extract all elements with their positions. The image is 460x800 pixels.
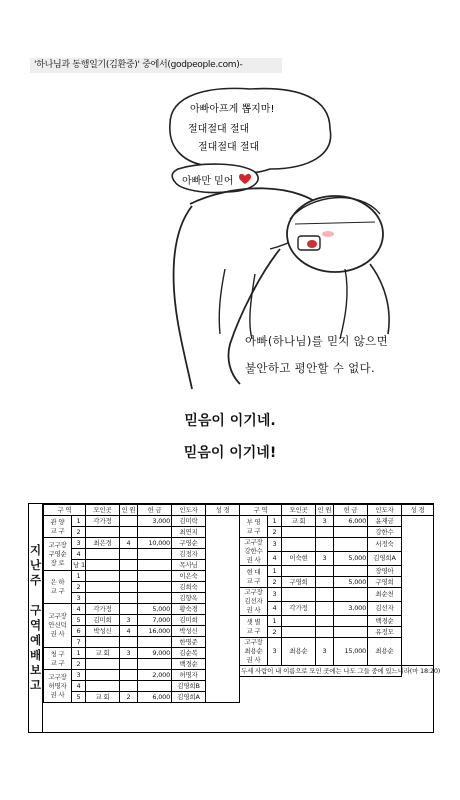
cell-count [316,588,334,602]
cell-number: 1 [268,616,282,627]
cell-place [86,527,120,538]
cell-number: 3 [268,538,282,552]
cell-count [316,566,334,577]
cell-place [86,637,120,648]
group-name: 고구장 최용순 권 사 [240,638,268,666]
cell-count [120,560,138,571]
cell-number: 3 [268,588,282,602]
report-title-char: 지 [29,543,42,557]
quote-line-2: 불안하고 평안할 수 없다. [245,361,375,375]
bubble1-line1: 아빠아프게 뽑지마! [190,104,275,115]
cell-place [86,659,120,670]
source-caption: '하나님과 동행일기(김환중)' 중에서(godpeople.com)- [30,58,282,73]
cell-count [316,538,334,552]
cell-count: 4 [120,538,138,549]
cell-leader: 김선자 [368,602,402,616]
cell-count: 3 [316,638,334,666]
cell-offering [138,560,172,571]
group-name: 고구장 안신덕 권 사 [44,604,72,648]
bible-verse: 두세 사람이 내 이름으로 모인 곳에는 나도 그들 중에 있느니라(마 18:20) [241,666,441,675]
cell-leader: 유정모 [368,627,402,638]
cell-place [282,616,316,627]
cell-place [86,593,120,604]
cell-number: 4 [72,681,86,692]
report-title-char [33,588,37,603]
cell-count [120,659,138,670]
cell-leader: 한명준 [172,637,206,648]
cell-number: 4 [72,604,86,615]
cell-place [86,681,120,692]
cell-offering [334,538,368,552]
cell-number: 1 [72,516,86,527]
quote-line-1: 아빠(하나님)를 믿지 않으면 [245,334,388,348]
column-header: 모인곳 [282,505,316,516]
cell-offering [334,527,368,538]
table-row [240,516,434,527]
group-name: 현 대 교 구 [240,566,268,588]
cell-number: 6 [72,626,86,637]
cell-number: 5 [72,615,86,626]
cell-place [282,527,316,538]
slogan-line-2: 믿음이 이기네! [183,445,277,461]
cell-number: 2 [268,577,282,588]
cell-offering: 2,000 [138,670,172,681]
cell-leader: 김영희A [368,552,402,566]
cell-group-report [28,503,441,733]
cell-offering [138,571,172,582]
cell-number: 1 [72,571,86,582]
cell-place: 이숙현 [282,552,316,566]
cell-place [282,588,316,602]
cell-offering: 10,000 [138,538,172,549]
cell-number: 1 [268,566,282,577]
cell-scripture [206,516,240,703]
cell-offering [138,659,172,670]
column-header: 성 경 [402,505,434,516]
cell-place: 각가정 [86,516,120,527]
group-name: 고구장 강한수 권 사 [240,538,268,566]
cell-leader: 황숙경 [172,604,206,615]
cell-offering: 5,000 [334,552,368,566]
cell-offering: 9,000 [138,648,172,659]
column-header: 구 역 [44,505,86,516]
table-header-row [240,505,434,516]
cell-leader: 김정자 [172,549,206,560]
cell-number: 4 [268,602,282,616]
cell-leader: 최용순 [368,638,402,666]
cell-place: 최용순 [282,638,316,666]
cell-number: 2 [72,582,86,593]
cell-offering [138,582,172,593]
cell-count [120,571,138,582]
cell-leader: 구영순 [172,538,206,549]
report-title-char: 역 [29,618,42,632]
cell-offering [138,681,172,692]
cell-leader: 김순복 [172,648,206,659]
group-name: 관 양 교 구 [44,516,72,538]
cell-leader: 최순천 [368,588,402,602]
cell-leader: 서정숙 [368,538,402,552]
table-header-row [44,505,240,516]
cell-place: 교 회 [86,692,120,703]
report-title-char: 구 [29,603,42,617]
cell-count [316,616,334,627]
column-header: 헌 금 [138,505,172,516]
cell-place: 각가정 [86,604,120,615]
cell-leader: 목사님 [172,560,206,571]
group-name: 샛 별 교 구 [240,616,268,638]
group-name: 고구장 허명자 권 사 [44,670,72,703]
cell-number: 3 [72,593,86,604]
cell-offering [334,588,368,602]
column-header: 모인곳 [86,505,120,516]
cell-offering: 3,000 [334,602,368,616]
cell-number: 2 [72,527,86,538]
cell-offering: 3,000 [138,516,172,527]
bubble1-line2: 절대절대 절대 [188,124,250,135]
cell-offering [138,549,172,560]
cell-number: 7 [72,637,86,648]
cell-count [316,602,334,616]
cell-offering: 6,000 [138,692,172,703]
cell-number: 3 [268,638,282,666]
cell-offering [334,566,368,577]
report-title-char: 주 [29,573,42,587]
table-row [44,516,240,527]
cell-place: 박성신 [86,626,120,637]
cell-leader: 백경순 [172,659,206,670]
cell-place: 교 회 [86,648,120,659]
cell-place [282,566,316,577]
cell-place: 김미희 [86,615,120,626]
column-header: 구 역 [240,505,282,516]
column-header: 인 원 [317,505,332,514]
cell-count [120,604,138,615]
cell-number: 4 [72,549,86,560]
cell-leader: 장영아 [368,566,402,577]
cell-leader: 김영희B [172,681,206,692]
cell-place: 각가정 [282,602,316,616]
report-table-left [43,504,240,703]
cell-offering: 7,000 [138,615,172,626]
bubble1-line3: 절대절대 절대 [198,142,260,153]
report-table-right [239,504,441,677]
cell-number: 5 [72,692,86,703]
cell-count [120,670,138,681]
cell-place: 최은경 [86,538,120,549]
cell-leader: 김영희A [172,692,206,703]
cell-offering [138,593,172,604]
cell-number: 남 1 [73,560,85,569]
cell-number: 1 [72,648,86,659]
cell-place [86,571,120,582]
cell-count: 3 [316,552,334,566]
cell-count: 3 [316,516,334,527]
group-name: 부 영 교 구 [240,516,268,538]
group-name: 고구장 구영순 장 로 [44,538,72,571]
report-title-char: 배 [29,648,42,662]
cell-count [120,516,138,527]
column-header: 인도자 [368,505,402,516]
cell-offering: 6,000 [334,516,368,527]
cell-number: 2 [72,659,86,670]
cell-leader: 김미락 [172,516,206,527]
cell-place [86,670,120,681]
cell-leader: 김향옥 [172,593,206,604]
cell-count [120,593,138,604]
cell-count [120,637,138,648]
cell-number: 1 [268,516,282,527]
cell-leader: 윤재금 [368,516,402,527]
cell-place [86,549,120,560]
cell-offering: 5,000 [138,604,172,615]
cell-offering: 5,000 [334,577,368,588]
cell-count: 4 [120,626,138,637]
report-title-char: 난 [29,558,42,572]
cell-offering: 16,000 [138,626,172,637]
report-title [29,504,43,732]
report-title-char: 보 [29,663,42,677]
cell-leader: 최연지 [172,527,206,538]
cell-leader: 김미희 [172,615,206,626]
cell-place [86,560,120,571]
cell-number: 2 [268,627,282,638]
column-header: 인도자 [172,505,206,516]
cell-leader: 이은숙 [172,571,206,582]
cell-number: 3 [72,670,86,681]
cell-count: 3 [120,615,138,626]
cell-count [120,527,138,538]
report-title-char: 고 [29,678,42,692]
cell-count [120,681,138,692]
cell-leader: 허명자 [172,670,206,681]
cell-place [86,582,120,593]
cell-count: 3 [120,648,138,659]
cell-leader: 박성신 [172,626,206,637]
cell-number: 4 [268,552,282,566]
cell-offering [334,627,368,638]
column-header: 인 원 [121,505,136,514]
cell-leader: 구영희 [368,577,402,588]
cell-place [282,627,316,638]
bubble2-text: 아빠만 믿어 [182,176,234,187]
cell-count: 2 [120,692,138,703]
cell-offering [138,637,172,648]
cell-leader: 김희숙 [172,582,206,593]
column-header: 헌 금 [334,505,368,516]
group-name: 청 구 교 구 [44,648,72,670]
cell-count [316,627,334,638]
cell-leader: 백경순 [368,616,402,627]
column-header: 성 경 [206,505,240,516]
cell-offering: 15,000 [334,638,368,666]
cell-offering [334,616,368,627]
cell-number: 3 [72,538,86,549]
group-name: 고구장 김선자 권 사 [240,588,268,616]
cell-count [120,549,138,560]
cell-count [316,527,334,538]
verse-row [240,666,434,677]
cell-offering [138,527,172,538]
cell-count [120,582,138,593]
cell-scripture [402,516,434,666]
cell-leader: 강한수 [368,527,402,538]
report-title-char: 예 [29,633,42,647]
cell-place [282,538,316,552]
cell-count [316,577,334,588]
group-name: 은 하 교 구 [44,571,72,604]
cell-place: 구영희 [282,577,316,588]
cell-place: 교 회 [282,516,316,527]
cell-number: 2 [268,527,282,538]
slogan-line-1: 믿음이 이기네. [184,413,276,429]
